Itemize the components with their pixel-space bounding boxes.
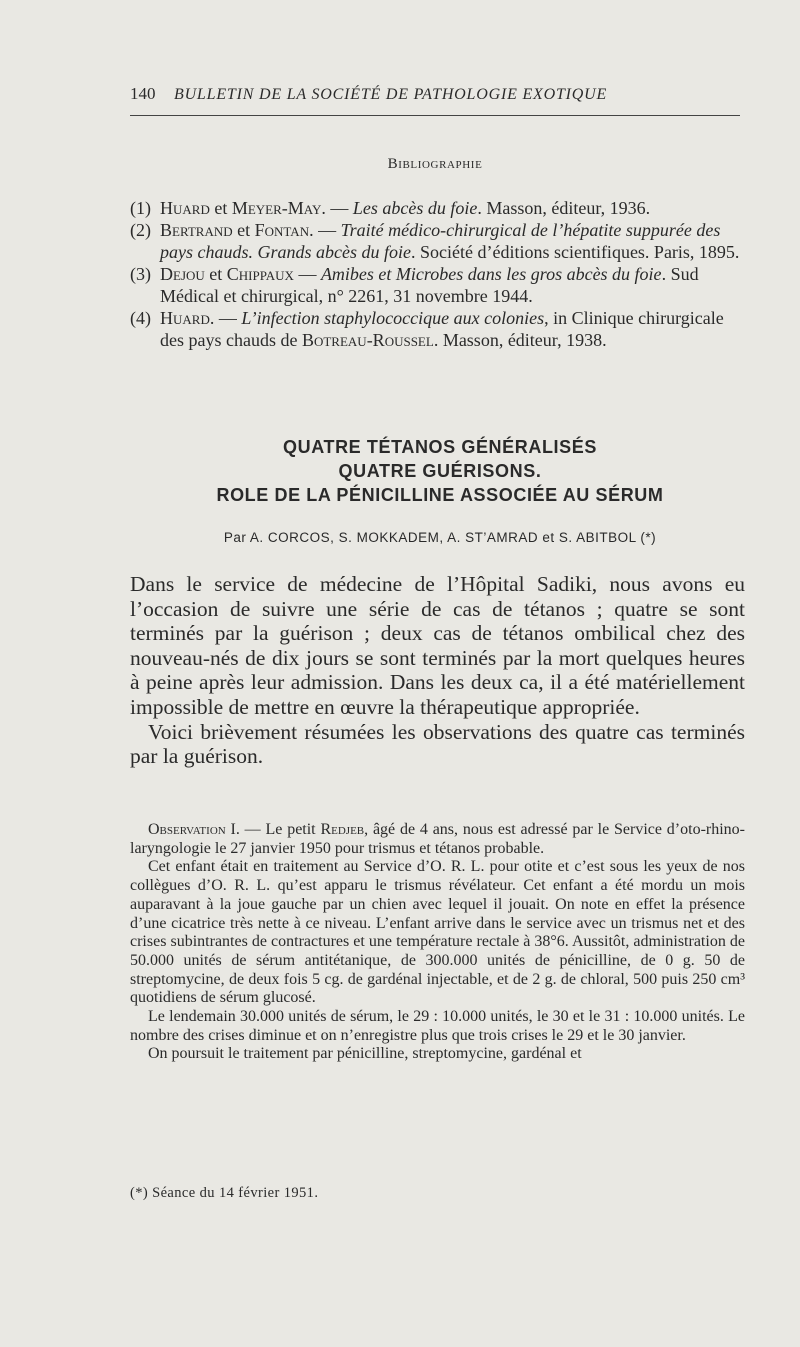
author-connector: et	[204, 264, 227, 284]
author: Huard	[160, 308, 210, 328]
publication-info: . Société d’éditions scientifiques. Paris, 1895.	[410, 242, 740, 262]
journal-title: BULLETIN DE LA SOCIÉTÉ DE PATHOLOGIE EXOTIQUE	[174, 86, 608, 103]
observation-text	[130, 821, 745, 1064]
reference-text	[160, 307, 745, 351]
reference-number: (3)	[130, 264, 151, 284]
publication-info: . Masson, éditeur, 1936.	[477, 198, 651, 218]
author: Chippaux	[226, 264, 294, 284]
author-connector: et	[232, 220, 255, 240]
author: Meyer-May	[231, 198, 322, 218]
page-number: 140	[130, 84, 156, 103]
reference-item	[130, 197, 745, 219]
reference-item	[130, 307, 745, 351]
lead-text	[130, 572, 745, 769]
reference-number: (2)	[130, 220, 151, 240]
dash: — Le petit	[239, 821, 321, 838]
dash: . —	[209, 308, 242, 328]
paragraph: Cet enfant était en traitement au Service d’O. R. L. pour otite et c’est sous les yeux de nos collègues d’O. R. L. qu’est apparu le trismus révélateur. Cet enfant a été mordu un mois auparavant à la joue gauche par un chien avec lequel il jouait. On note en effet la présence d’une cicatrice très nette à ce niveau. L’enfant arrive dans le service avec un trismus net et des crises subintrantes de contractures et une température rectale à 38°6. Aussitôt, administration de 50.000 unités de sérum antitétanique, de 300.000 unités de pénicilline, de 0 g. 50 de streptomycine, de deux fois 5 cg. de gardénal injectable, et de 2 g. de chloral, 500 puis 250 cm³ quotidiens de sérum glucosé.	[130, 858, 745, 1007]
header-rule	[130, 115, 740, 116]
work-title: Amibes et Microbes dans les gros abcès du foie	[320, 264, 662, 284]
dash: —	[293, 264, 321, 284]
publication-info: . Masson, éditeur, 1938.	[433, 330, 607, 350]
paragraph: Le lendemain 30.000 unités de sérum, le 29 : 10.000 unités, le 30 et le 31 : 10.000 unités. Le nombre des crises diminue et on n’enregistre plus que trois crises le 29 et le 30 janvier.	[130, 1008, 745, 1044]
paragraph: Dans le service de médecine de l’Hôpital Sadiki, nous avons eu l’occasion de suivre une série de cas de tétanos ; quatre se sont terminés par la guérison ; deux cas de tétanos ombilical chez des nouveau-nés de dix jours se sont terminés par la mort quelques heures à peine après leur admission. Dans les deux ca, il a été matériellement impossible de mettre en œuvre la thérapeutique appropriée.	[130, 572, 745, 719]
dash: . —	[309, 220, 341, 240]
observation-label: Observation I.	[148, 821, 240, 838]
reference-item	[130, 219, 745, 263]
dash: . —	[321, 198, 353, 218]
reference-text	[160, 219, 745, 263]
author: Bertrand	[160, 220, 233, 240]
text: , âgé de 4 ans, nous est adressé par le Service d’oto-rhino-laryngologie le 27 janvier 1950 pour trismus et tétanos probable.	[130, 821, 746, 857]
publication-info: . Sud Médical et chirurgical, n° 2261, 31 novembre 1944.	[160, 264, 699, 306]
footnote: (*) Séance du 14 février 1951.	[130, 1185, 319, 1201]
author: Botreau-Roussel	[301, 330, 434, 350]
bibliography-heading: Bibliographie	[387, 156, 483, 172]
author: Huard	[160, 198, 210, 218]
reference-text	[160, 263, 745, 307]
article-title	[130, 435, 750, 507]
patient-name: Redjeb	[320, 821, 365, 838]
paragraph: Voici brièvement résumées les observations des quatre cas terminés par la guérison.	[130, 719, 745, 769]
running-header	[130, 84, 740, 108]
reference-text	[160, 197, 745, 219]
author: Dejou	[160, 264, 205, 284]
reference-number: (1)	[130, 198, 151, 218]
article-authors: Par A. CORCOS, S. MOKKADEM, A. ST’AMRAD et S. ABITBOL (*)	[223, 530, 657, 545]
work-title: Traité médico-chirurgical de l’hépatite suppurée des pays chauds. Grands abcès du foie	[160, 220, 721, 262]
bibliography-list	[130, 197, 745, 351]
author-connector: et	[209, 198, 232, 218]
paragraph	[130, 821, 745, 858]
reference-item	[130, 263, 745, 307]
work-title: Les abcès du foie	[352, 198, 478, 218]
title-line: QUATRE TÉTANOS GÉNÉRALISÉS	[283, 437, 597, 457]
work-title: L’infection staphylococcique aux colonies	[241, 308, 545, 328]
title-line: ROLE DE LA PÉNICILLINE ASSOCIÉE AU SÉRUM	[216, 485, 664, 505]
paragraph: On poursuit le traitement par pénicilline, streptomycine, gardénal et	[148, 1045, 582, 1063]
publication-info: , in Clinique chirurgicale des pays chauds de	[160, 308, 724, 350]
reference-number: (4)	[130, 308, 151, 328]
title-line: QUATRE GUÉRISONS.	[338, 461, 542, 481]
author: Fontan	[254, 220, 310, 240]
